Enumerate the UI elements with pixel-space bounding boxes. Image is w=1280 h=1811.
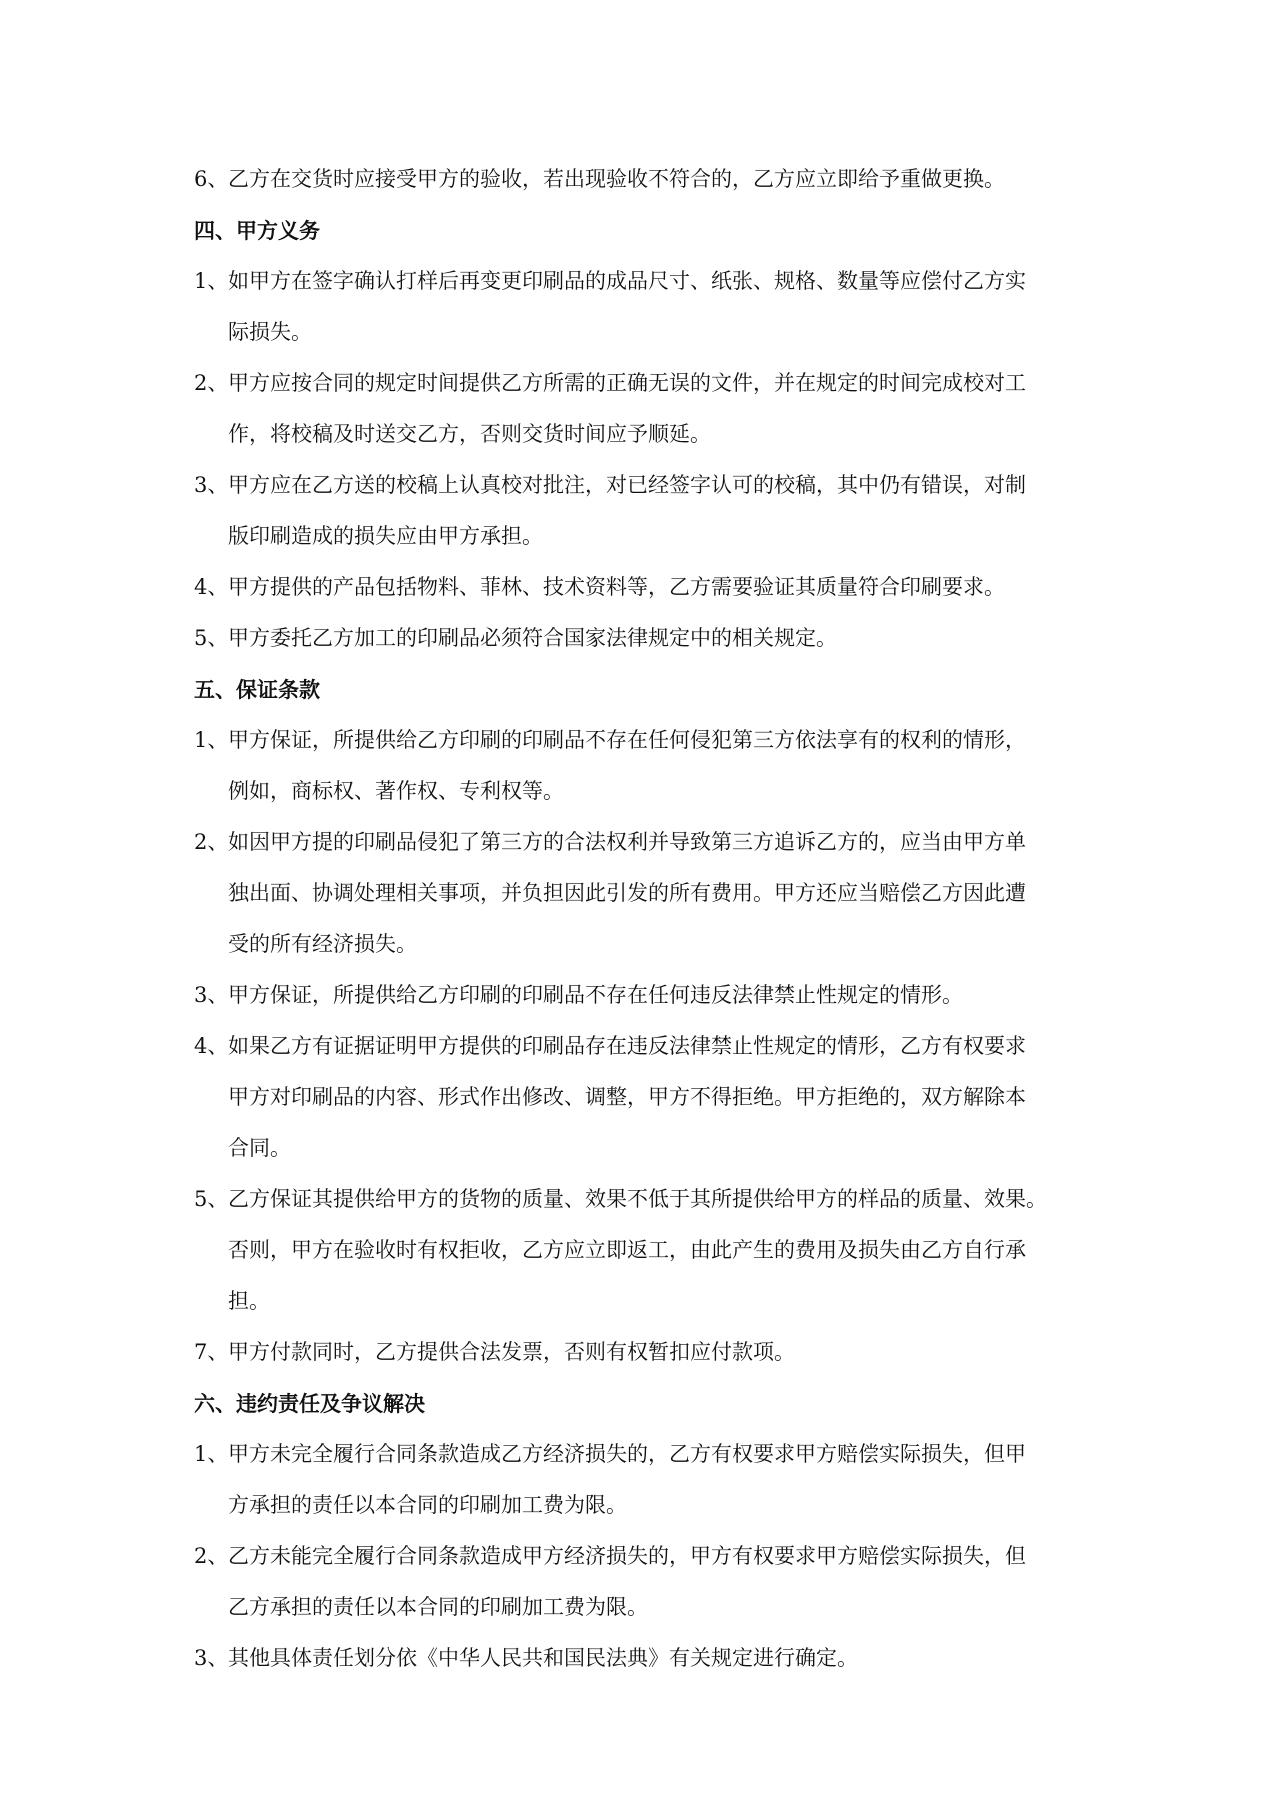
clause-text xyxy=(228,970,1094,1021)
clause-number: 1、 xyxy=(194,269,229,293)
clause-number: 4、 xyxy=(194,575,229,599)
section-heading: 四、甲方义务 xyxy=(194,218,320,243)
clause-line: 如果乙方有证据证明甲方提供的印刷品存在违反法律禁止性规定的情形，乙方有权要求 xyxy=(228,1034,1026,1058)
clause-text xyxy=(228,562,1094,613)
clause-line: 乙方保证其提供给甲方的货物的质量、效果不低于其所提供给甲方的样品的质量、效果。 xyxy=(228,1187,1047,1211)
clause-line: 否则，甲方在验收时有权拒收，乙方应立即返工，由此产生的费用及损失由乙方自行承 xyxy=(228,1238,1026,1262)
clause-number: 3、 xyxy=(194,473,229,497)
clause-line: 甲方对印刷品的内容、形式作出修改、调整，甲方不得拒绝。甲方拒绝的，双方解除本 xyxy=(228,1085,1026,1109)
clause-number: 3、 xyxy=(194,983,229,1007)
clause-item xyxy=(194,1531,1094,1633)
clause-number: 2、 xyxy=(194,371,229,395)
clause-line: 合同。 xyxy=(228,1136,291,1160)
clause-line: 如因甲方提的印刷品侵犯了第三方的合法权利并导致第三方追诉乙方的，应当由甲方单 xyxy=(228,830,1026,854)
clause-line: 版印刷造成的损失应由甲方承担。 xyxy=(228,524,543,548)
section-heading: 五、保证条款 xyxy=(194,677,320,702)
clause-item xyxy=(194,154,1094,205)
clause-item xyxy=(194,1429,1094,1531)
clause-number: 6、 xyxy=(194,167,229,191)
clause-item xyxy=(194,817,1094,970)
clause-number: 5、 xyxy=(194,626,229,650)
clause-text xyxy=(228,1633,1094,1684)
clause-text xyxy=(228,358,1094,460)
clause-text xyxy=(228,1327,1094,1378)
clause-line: 甲方应在乙方送的校稿上认真校对批注，对已经签字认可的校稿，其中仍有错误，对制 xyxy=(228,473,1026,497)
clause-line: 甲方未完全履行合同条款造成乙方经济损失的，乙方有权要求甲方赔偿实际损失，但甲 xyxy=(228,1442,1026,1466)
clause-line: 甲方提供的产品包括物料、菲林、技术资料等，乙方需要验证其质量符合印刷要求。 xyxy=(228,575,1005,599)
clause-text xyxy=(228,256,1094,358)
clause-item xyxy=(194,1633,1094,1684)
clause-item xyxy=(194,715,1094,817)
clause-item xyxy=(194,970,1094,1021)
clause-line: 独出面、协调处理相关事项，并负担因此引发的所有费用。甲方还应当赔偿乙方因此遭 xyxy=(228,881,1026,905)
clause-item xyxy=(194,613,1094,664)
clause-number: 2、 xyxy=(194,1544,229,1568)
clause-text xyxy=(228,1021,1094,1174)
clause-number: 5、 xyxy=(194,1187,229,1211)
clause-text xyxy=(228,154,1094,205)
clause-line: 其他具体责任划分依《中华人民共和国民法典》有关规定进行确定。 xyxy=(228,1646,858,1670)
document-body xyxy=(194,154,1094,1684)
clause-text xyxy=(228,715,1094,817)
clause-number: 1、 xyxy=(194,728,229,752)
clause-line: 受的所有经济损失。 xyxy=(228,932,417,956)
clause-number: 2、 xyxy=(194,830,229,854)
clause-item xyxy=(194,460,1094,562)
clause-item xyxy=(194,1021,1094,1174)
clause-line: 如甲方在签字确认打样后再变更印刷品的成品尺寸、纸张、规格、数量等应偿付乙方实 xyxy=(228,269,1026,293)
clause-number: 3、 xyxy=(194,1646,229,1670)
clause-text xyxy=(228,460,1094,562)
clause-line: 甲方付款同时，乙方提供合法发票，否则有权暂扣应付款项。 xyxy=(228,1340,795,1364)
clause-line: 甲方应按合同的规定时间提供乙方所需的正确无误的文件，并在规定的时间完成校对工 xyxy=(228,371,1026,395)
clause-line: 方承担的责任以本合同的印刷加工费为限。 xyxy=(228,1493,627,1517)
clause-text xyxy=(228,817,1094,970)
clause-item xyxy=(194,1174,1094,1327)
clause-line: 作，将校稿及时送交乙方，否则交货时间应予顺延。 xyxy=(228,422,711,446)
clause-text xyxy=(228,613,1094,664)
clause-line: 乙方承担的责任以本合同的印刷加工费为限。 xyxy=(228,1595,648,1619)
clause-line: 例如，商标权、著作权、专利权等。 xyxy=(228,779,564,803)
clause-item xyxy=(194,562,1094,613)
clause-item xyxy=(194,256,1094,358)
clause-line: 乙方未能完全履行合同条款造成甲方经济损失的，甲方有权要求甲方赔偿实际损失，但 xyxy=(228,1544,1026,1568)
clause-text xyxy=(228,1429,1094,1531)
clause-line: 担。 xyxy=(228,1289,270,1313)
clause-text xyxy=(228,1531,1094,1633)
clause-text xyxy=(228,1174,1094,1327)
clause-line: 际损失。 xyxy=(228,320,312,344)
clause-line: 甲方保证，所提供给乙方印刷的印刷品不存在任何违反法律禁止性规定的情形。 xyxy=(228,983,963,1007)
clause-number: 7、 xyxy=(194,1340,229,1364)
clause-item xyxy=(194,358,1094,460)
clause-line: 甲方保证，所提供给乙方印刷的印刷品不存在任何侵犯第三方依法享有的权利的情形， xyxy=(228,728,1026,752)
clause-line: 甲方委托乙方加工的印刷品必须符合国家法律规定中的相关规定。 xyxy=(228,626,837,650)
clause-line: 乙方在交货时应接受甲方的验收，若出现验收不符合的，乙方应立即给予重做更换。 xyxy=(228,167,1005,191)
clause-number: 4、 xyxy=(194,1034,229,1058)
section-heading: 六、违约责任及争议解决 xyxy=(194,1391,425,1416)
clause-number: 1、 xyxy=(194,1442,229,1466)
clause-item xyxy=(194,1327,1094,1378)
